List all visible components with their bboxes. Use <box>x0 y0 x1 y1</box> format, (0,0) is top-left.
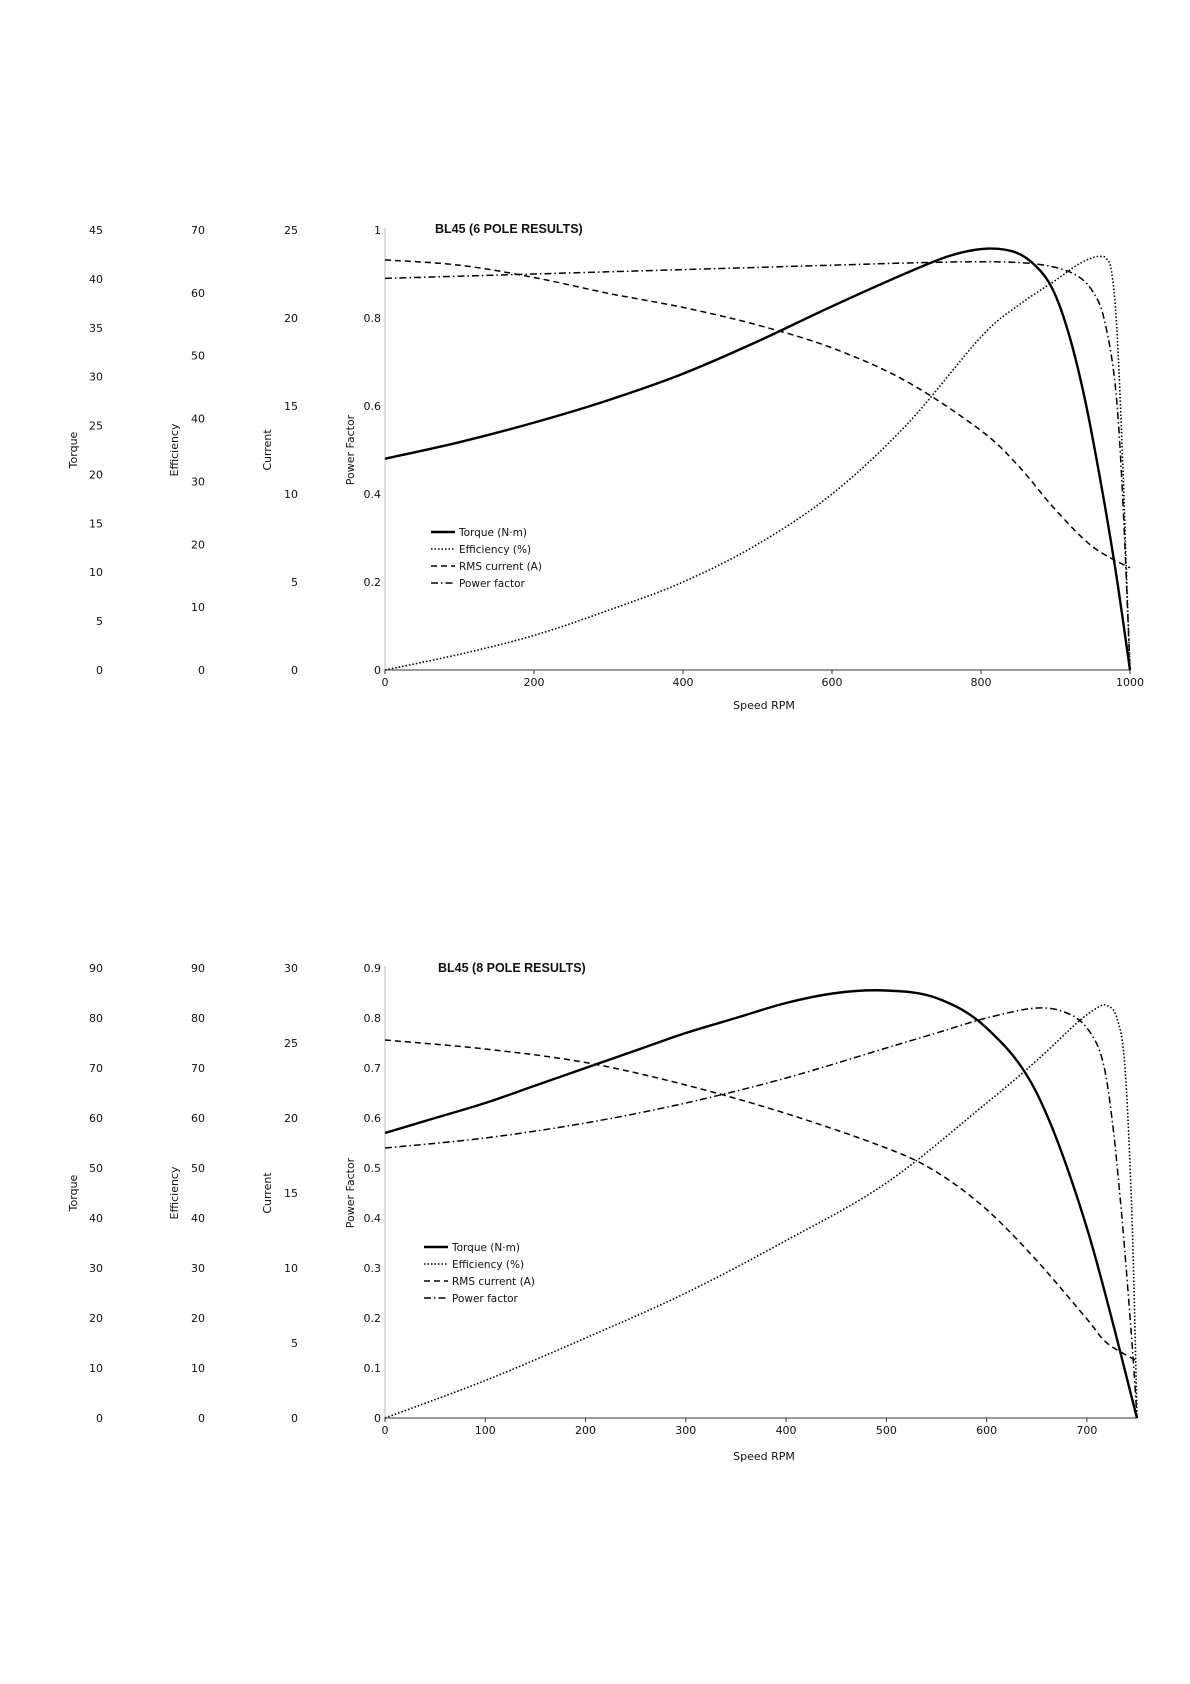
y-tick-label-torque: 15 <box>89 517 103 531</box>
y-tick-label-current: 30 <box>284 962 298 975</box>
y-tick-label-efficiency: 70 <box>191 1062 205 1075</box>
y-tick-label-torque: 10 <box>89 1362 103 1375</box>
y-tick-label-efficiency: 30 <box>191 475 205 489</box>
y-tick-label-torque: 70 <box>89 1062 103 1075</box>
y-tick-label-powerfactor: 0.3 <box>363 1262 381 1275</box>
y-tick-label-efficiency: 40 <box>191 412 205 426</box>
y-tick-label-torque: 90 <box>89 962 103 975</box>
chart-8-pole <box>67 961 1137 1463</box>
y-tick-label-current: 25 <box>284 1037 298 1050</box>
y-tick-label-efficiency: 20 <box>191 538 205 552</box>
legend-label-power-factor: Power factor <box>452 1293 518 1305</box>
y-tick-label-torque: 25 <box>89 419 103 433</box>
y-tick-label-current: 5 <box>291 1337 298 1350</box>
y-tick-label-torque: 40 <box>89 1212 103 1225</box>
y-tick-label-powerfactor: 0.9 <box>363 962 381 975</box>
y-tick-label-efficiency: 50 <box>191 1162 205 1175</box>
chart-title: BL45 (8 POLE RESULTS) <box>438 961 586 975</box>
x-tick-label: 200 <box>575 1424 597 1437</box>
y-tick-label-powerfactor: 1 <box>374 224 381 237</box>
y-tick-label-torque: 20 <box>89 468 103 482</box>
y-tick-label-current: 15 <box>284 1187 298 1200</box>
y-tick-label-current: 20 <box>284 312 298 325</box>
y-tick-label-powerfactor: 0.2 <box>363 1312 381 1325</box>
y-tick-label-efficiency: 80 <box>191 1012 205 1025</box>
y-axis-title-current: Current <box>261 1172 274 1214</box>
x-tick-label: 300 <box>675 1424 697 1437</box>
x-tick-label: 400 <box>775 1424 797 1437</box>
y-tick-label-torque: 40 <box>89 272 103 286</box>
series-line-current <box>385 1040 1137 1361</box>
y-tick-label-current: 20 <box>284 1112 298 1125</box>
y-tick-label-current: 0 <box>291 1412 298 1425</box>
y-tick-label-torque: 45 <box>89 224 103 237</box>
y-tick-label-powerfactor: 0.6 <box>363 400 381 413</box>
legend-label-efficiency: Efficiency (%) <box>452 1259 525 1271</box>
x-tick-label: 0 <box>381 676 389 689</box>
y-tick-label-efficiency: 20 <box>191 1312 205 1325</box>
y-tick-label-efficiency: 60 <box>191 286 205 300</box>
y-tick-label-powerfactor: 0.8 <box>363 1012 381 1025</box>
y-tick-label-torque: 80 <box>89 1012 103 1025</box>
y-tick-label-torque: 35 <box>89 321 103 335</box>
x-tick-label: 0 <box>381 1424 389 1437</box>
y-tick-label-powerfactor: 0.6 <box>363 1112 381 1125</box>
legend-label-efficiency: Efficiency (%) <box>459 544 532 556</box>
y-tick-label-torque: 5 <box>96 615 103 629</box>
y-axis-title-efficiency: Efficiency <box>168 1166 181 1220</box>
y-axis-title-efficiency: Efficiency <box>168 423 181 477</box>
y-tick-label-torque: 10 <box>89 566 103 580</box>
y-tick-label-torque: 20 <box>89 1312 103 1325</box>
legend <box>431 527 542 590</box>
y-tick-label-current: 15 <box>284 400 298 413</box>
y-tick-label-efficiency: 10 <box>191 601 205 615</box>
x-tick-label: 600 <box>821 676 843 689</box>
y-axis-title-current: Current <box>261 429 274 471</box>
x-tick-label: 200 <box>523 676 545 689</box>
series-line-powerfactor <box>385 262 1130 670</box>
chart-6-pole <box>67 222 1144 712</box>
x-tick-label: 400 <box>672 676 694 689</box>
y-tick-label-powerfactor: 0.1 <box>363 1362 381 1375</box>
y-tick-label-efficiency: 70 <box>191 224 205 237</box>
y-tick-label-efficiency: 0 <box>198 1412 205 1425</box>
y-tick-label-efficiency: 50 <box>191 349 205 363</box>
y-axis-title-powerfactor: Power Factor <box>344 414 357 486</box>
y-tick-label-current: 5 <box>291 576 298 589</box>
y-tick-label-efficiency: 0 <box>198 664 205 677</box>
series-line-torque <box>385 249 1130 670</box>
y-tick-label-torque: 30 <box>89 370 103 384</box>
y-tick-label-efficiency: 90 <box>191 962 205 975</box>
y-tick-label-efficiency: 60 <box>191 1112 205 1125</box>
y-tick-label-current: 10 <box>284 1262 298 1275</box>
y-tick-label-powerfactor: 0 <box>374 1412 381 1425</box>
y-axis-title-powerfactor: Power Factor <box>344 1157 357 1229</box>
y-tick-label-powerfactor: 0.5 <box>363 1162 381 1175</box>
x-tick-label: 1000 <box>1116 676 1144 689</box>
y-tick-label-torque: 30 <box>89 1262 103 1275</box>
y-tick-label-powerfactor: 0.2 <box>363 576 381 589</box>
y-tick-label-torque: 60 <box>89 1112 103 1125</box>
y-tick-label-powerfactor: 0 <box>374 664 381 677</box>
y-tick-label-powerfactor: 0.8 <box>363 312 381 325</box>
legend-label-current: RMS current (A) <box>459 561 542 573</box>
series-line-efficiency <box>385 1005 1137 1418</box>
y-tick-label-powerfactor: 0.4 <box>363 488 381 501</box>
x-tick-label: 800 <box>970 676 992 689</box>
legend-label-current: RMS current (A) <box>452 1276 535 1288</box>
y-axis-title-torque: Torque <box>67 431 80 469</box>
x-tick-label: 700 <box>1076 1424 1098 1437</box>
x-axis-title: Speed RPM <box>733 699 795 712</box>
y-tick-label-current: 0 <box>291 664 298 677</box>
y-axis-title-torque: Torque <box>67 1174 80 1212</box>
x-tick-label: 100 <box>474 1424 496 1437</box>
y-tick-label-powerfactor: 0.7 <box>363 1062 381 1075</box>
y-tick-label-current: 10 <box>284 488 298 501</box>
y-tick-label-powerfactor: 0.4 <box>363 1212 381 1225</box>
x-tick-label: 500 <box>875 1424 897 1437</box>
y-tick-label-torque: 50 <box>89 1162 103 1175</box>
y-tick-label-torque: 0 <box>96 1412 103 1425</box>
y-tick-label-efficiency: 40 <box>191 1212 205 1225</box>
legend-label-torque: Torque (N·m) <box>459 527 527 539</box>
series-line-torque <box>385 990 1137 1418</box>
y-tick-label-efficiency: 30 <box>191 1262 205 1275</box>
y-tick-label-efficiency: 10 <box>191 1362 205 1375</box>
x-tick-label: 600 <box>976 1424 998 1437</box>
y-tick-label-current: 25 <box>284 224 298 237</box>
legend-label-power-factor: Power factor <box>459 578 525 590</box>
chart-title: BL45 (6 POLE RESULTS) <box>435 222 583 236</box>
x-axis-title: Speed RPM <box>733 1450 795 1463</box>
legend <box>424 1242 535 1305</box>
series-line-efficiency <box>385 256 1130 670</box>
y-tick-label-torque: 0 <box>96 664 103 677</box>
legend-label-torque: Torque (N·m) <box>452 1242 520 1254</box>
